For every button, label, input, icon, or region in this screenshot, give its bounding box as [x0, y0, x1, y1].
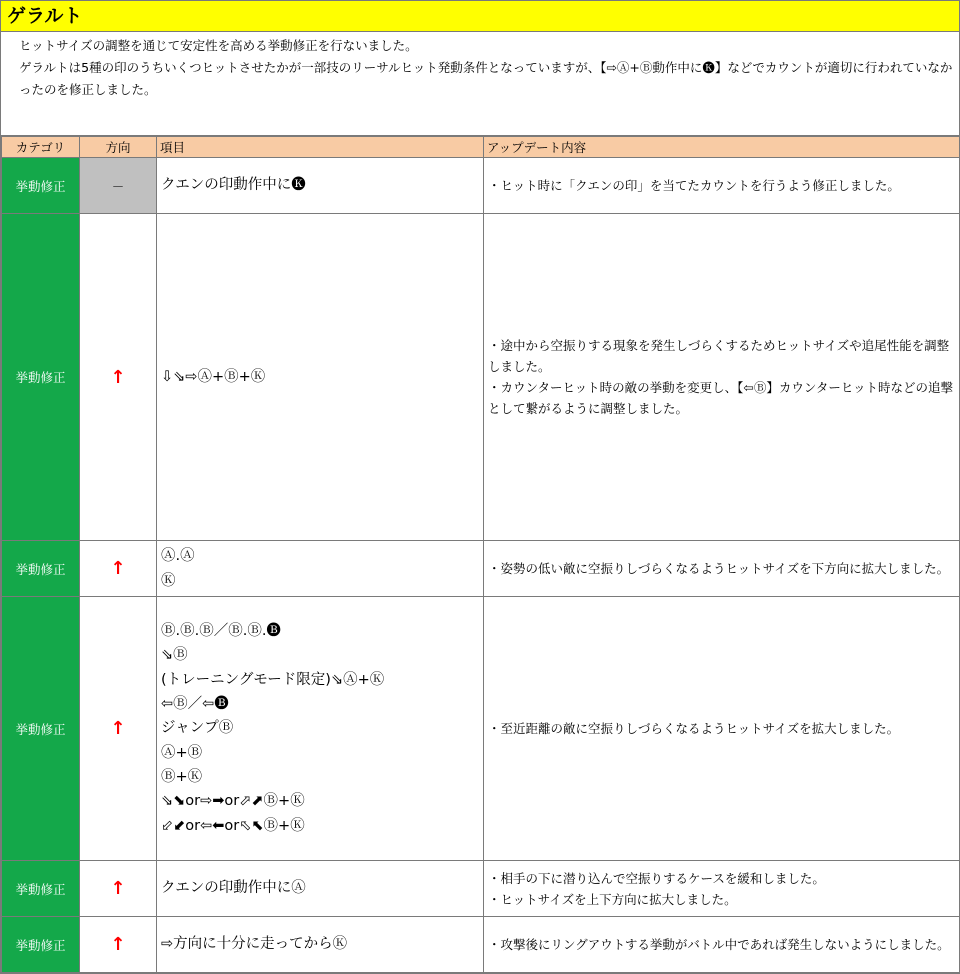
- direction-cell: [80, 158, 157, 214]
- update-line: ・攻撃後にリングアウトする挙動がバトル中であれば発生しないようにしました。: [488, 937, 950, 952]
- table-row: [2, 917, 960, 973]
- category-cell: 挙動修正: [2, 214, 80, 541]
- item-line: ⇘Ⓑ: [161, 647, 188, 664]
- intro-line-2: ゲラルトは5種の印のうちいくつヒットさせたかが一部技のリーサルヒット発動条件となっていますが、【⇨Ⓐ+Ⓑ動作中に🅚】などでカウントが適切に行われていなかったのを修正しました。: [19, 60, 953, 97]
- up-arrow-icon: ↑: [110, 366, 126, 388]
- header-update: アップデート内容: [484, 137, 960, 158]
- item-line: (トレーニングモード限定)⇘Ⓐ+Ⓚ: [161, 671, 385, 688]
- item-cell: [157, 541, 484, 597]
- up-arrow-icon: ↑: [110, 718, 126, 739]
- category-cell: 挙動修正: [2, 158, 80, 214]
- table-row: [2, 214, 960, 541]
- category-cell: 挙動修正: [2, 917, 80, 973]
- update-cell: [484, 597, 960, 861]
- item-cell: [157, 861, 484, 917]
- header-category: カテゴリ: [2, 137, 80, 158]
- dash-icon: －: [111, 178, 125, 194]
- item-line: ⇦Ⓑ／⇦🅑: [161, 696, 229, 713]
- item-line: Ⓑ.Ⓑ.Ⓑ／Ⓑ.Ⓑ.🅑: [161, 623, 281, 640]
- item-line: Ⓚ: [161, 572, 176, 589]
- table-row: [2, 861, 960, 917]
- up-arrow-icon: ↑: [110, 558, 126, 579]
- character-title: ゲラルト: [1, 1, 959, 32]
- item-cell: [157, 597, 484, 861]
- item-line: クエンの印動作中にⒶ: [161, 880, 306, 897]
- update-line: ・相手の下に潜り込んで空振りするケースを緩和しました。: [488, 870, 825, 886]
- direction-cell: [80, 541, 157, 597]
- item-line: Ⓐ.Ⓐ: [161, 548, 195, 565]
- direction-cell: [80, 597, 157, 861]
- update-cell: [484, 541, 960, 597]
- update-line: ・カウンターヒット時の敵の挙動を変更し、【⇦Ⓑ】カウンターヒット時などの追撃として繋がるように調整しました。: [488, 380, 953, 416]
- table-row: [2, 541, 960, 597]
- item-line: ⇘⬊or⇨➡or⬀⬈Ⓑ+Ⓚ: [161, 793, 305, 810]
- category-cell: 挙動修正: [2, 541, 80, 597]
- item-cell: [157, 917, 484, 973]
- intro-line-1: ヒットサイズの調整を通じて安定性を高める挙動修正を行ないました。: [19, 38, 418, 53]
- table-row: [2, 597, 960, 861]
- update-cell: [484, 917, 960, 973]
- update-cell: [484, 861, 960, 917]
- item-line: Ⓑ+Ⓚ: [161, 768, 203, 785]
- table-header-row: [2, 137, 960, 158]
- direction-cell: [80, 214, 157, 541]
- item-cell: [157, 214, 484, 541]
- update-cell: [484, 158, 960, 214]
- direction-cell: [80, 861, 157, 917]
- up-arrow-icon: ↑: [110, 878, 126, 899]
- update-line: ・姿勢の低い敵に空振りしづらくなるようヒットサイズを下方向に拡大しました。: [488, 561, 950, 576]
- up-arrow-icon: ↑: [110, 934, 126, 955]
- intro-text: [1, 32, 959, 136]
- update-line: ・途中から空振りする現象を発生しづらくするためヒットサイズや追尾性能を調整しました。: [488, 338, 950, 374]
- header-direction: 方向: [80, 137, 157, 158]
- item-line: ジャンプⒷ: [161, 720, 234, 737]
- item-line: クエンの印動作中に🅚: [161, 177, 306, 194]
- item-line: ⇩⇘⇨Ⓐ+Ⓑ+Ⓚ: [161, 368, 266, 385]
- update-cell: [484, 214, 960, 541]
- update-line: ・ヒット時に「クエンの印」を当てたカウントを行うよう修正しました。: [488, 178, 900, 193]
- item-line: ⇨方向に十分に走ってからⓀ: [161, 936, 348, 953]
- item-cell: [157, 158, 484, 214]
- table-row: [2, 158, 960, 214]
- header-item: 項目: [157, 137, 484, 158]
- update-line: ・ヒットサイズを上下方向に拡大しました。: [488, 891, 737, 907]
- item-line: ⬃⬋or⇦⬅or⬁⬉Ⓑ+Ⓚ: [161, 817, 305, 834]
- update-table: [1, 136, 960, 973]
- direction-cell: [80, 917, 157, 973]
- table-body: [2, 158, 960, 973]
- category-cell: 挙動修正: [2, 597, 80, 861]
- item-line: Ⓐ+Ⓑ: [161, 744, 203, 761]
- update-line: ・至近距離の敵に空振りしづらくなるようヒットサイズを拡大しました。: [488, 721, 900, 736]
- category-cell: 挙動修正: [2, 861, 80, 917]
